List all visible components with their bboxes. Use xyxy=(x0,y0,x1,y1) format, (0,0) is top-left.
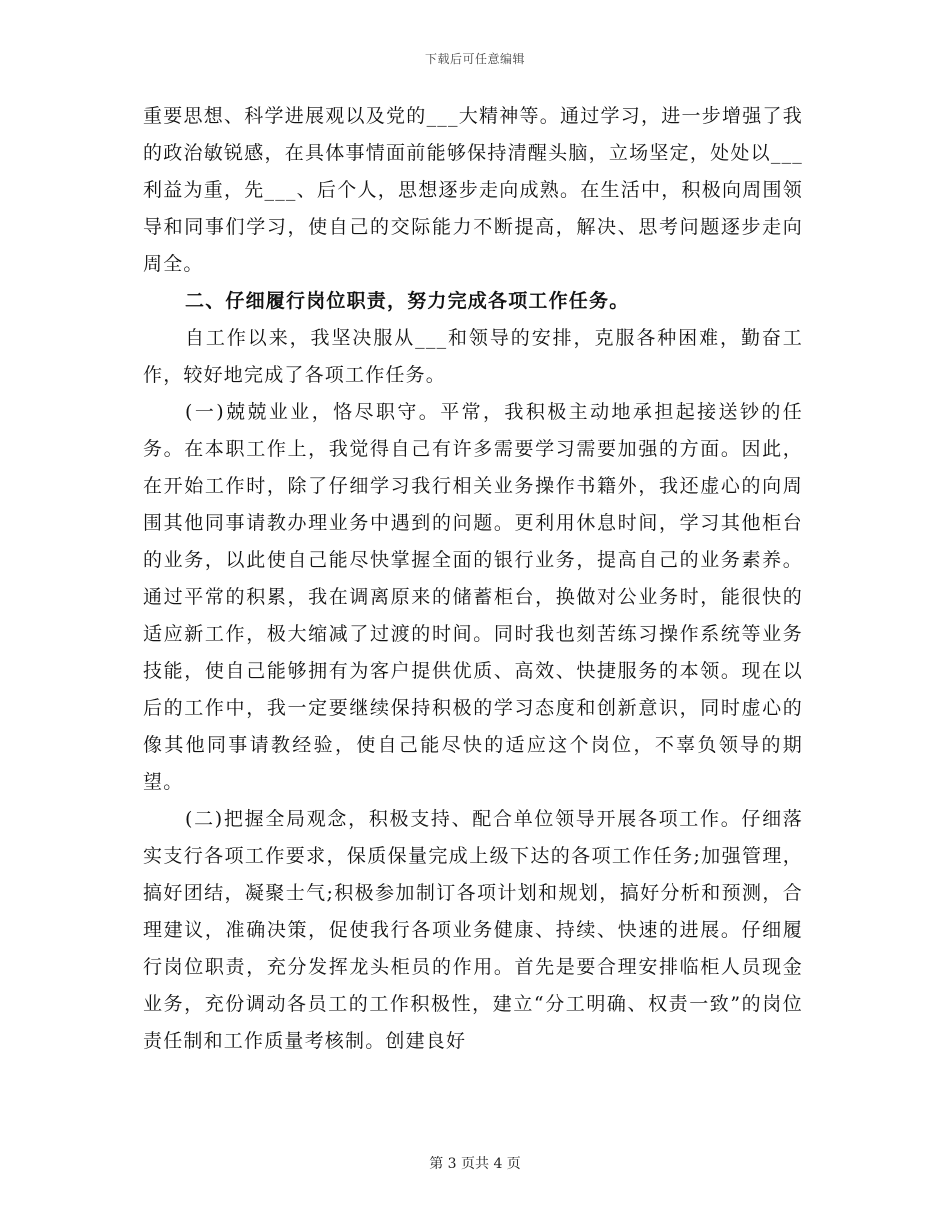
paragraph-overall-view: (二)把握全局观念，积极支持、配合单位领导开展各项工作。仔细落实支行各项工作要求，保质保量完成上级下达的各项工作任务;加强管理，搞好团结，凝聚士气;积极参加制订各项计划和规划，搞好分析和预测，合理建议，准确决策，促使我行各项业务健康、持续、快速的进展。仔细履行岗位职责，充分发挥龙头柜员的作用。首先是要合理安排临柜人员现金业务，充份调动各员工的工作积极性，建立“分工明确、权责一致”的岗位责任制和工作质量考核制。创建良好 xyxy=(143,808,803,1052)
document-body xyxy=(143,98,803,1060)
section-heading-duties: 二、仔细履行岗位职责，努力完成各项工作任务。 xyxy=(185,290,630,312)
paragraph-study-summary: 重要思想、科学进展观以及党的___大精神等。通过学习，进一步增强了我的政治敏锐感，在具体事情面前能够保持清醒头脑，立场坚定，处处以___利益为重，先___、后个人，思想逐步走向成熟。在生活中，积极向周围领导和同事们学习，使自己的交际能力不断提高，解决、思考问题逐步走向周全。 xyxy=(143,105,803,275)
page-footer: 第 3 页共 4 页 xyxy=(429,1156,521,1172)
paragraph-work-overview: 自工作以来，我坚决服从___和领导的安排，克服各种困难，勤奋工作，较好地完成了各项工作任务。 xyxy=(143,327,803,386)
paragraph-diligence: (一)兢兢业业，恪尽职守。平常，我积极主动地承担起接送钞的任务。在本职工作上，我觉得自己有许多需要学习需要加强的方面。因此，在开始工作时，除了仔细学习我行相关业务操作书籍外，我还虚心的向周围其他同事请教办理业务中遇到的问题。更利用休息时间，学习其他柜台的业务，以此使自己能尽快掌握全面的银行业务，提高自己的业务素养。通过平常的积累，我在调离原来的储蓄柜台，换做对公业务时，能很快的适应新工作，极大缩减了过渡的时间。同时我也刻苦练习操作系统等业务技能，使自己能够拥有为客户提供优质、高效、快捷服务的本领。现在以后的工作中，我一定要继续保持积极的学习态度和创新意识，同时虚心的像其他同事请教经验，使自己能尽快的适应这个岗位，不辜负领导的期望。 xyxy=(143,401,803,793)
page-header: 下载后可任意编辑 xyxy=(424,52,525,66)
